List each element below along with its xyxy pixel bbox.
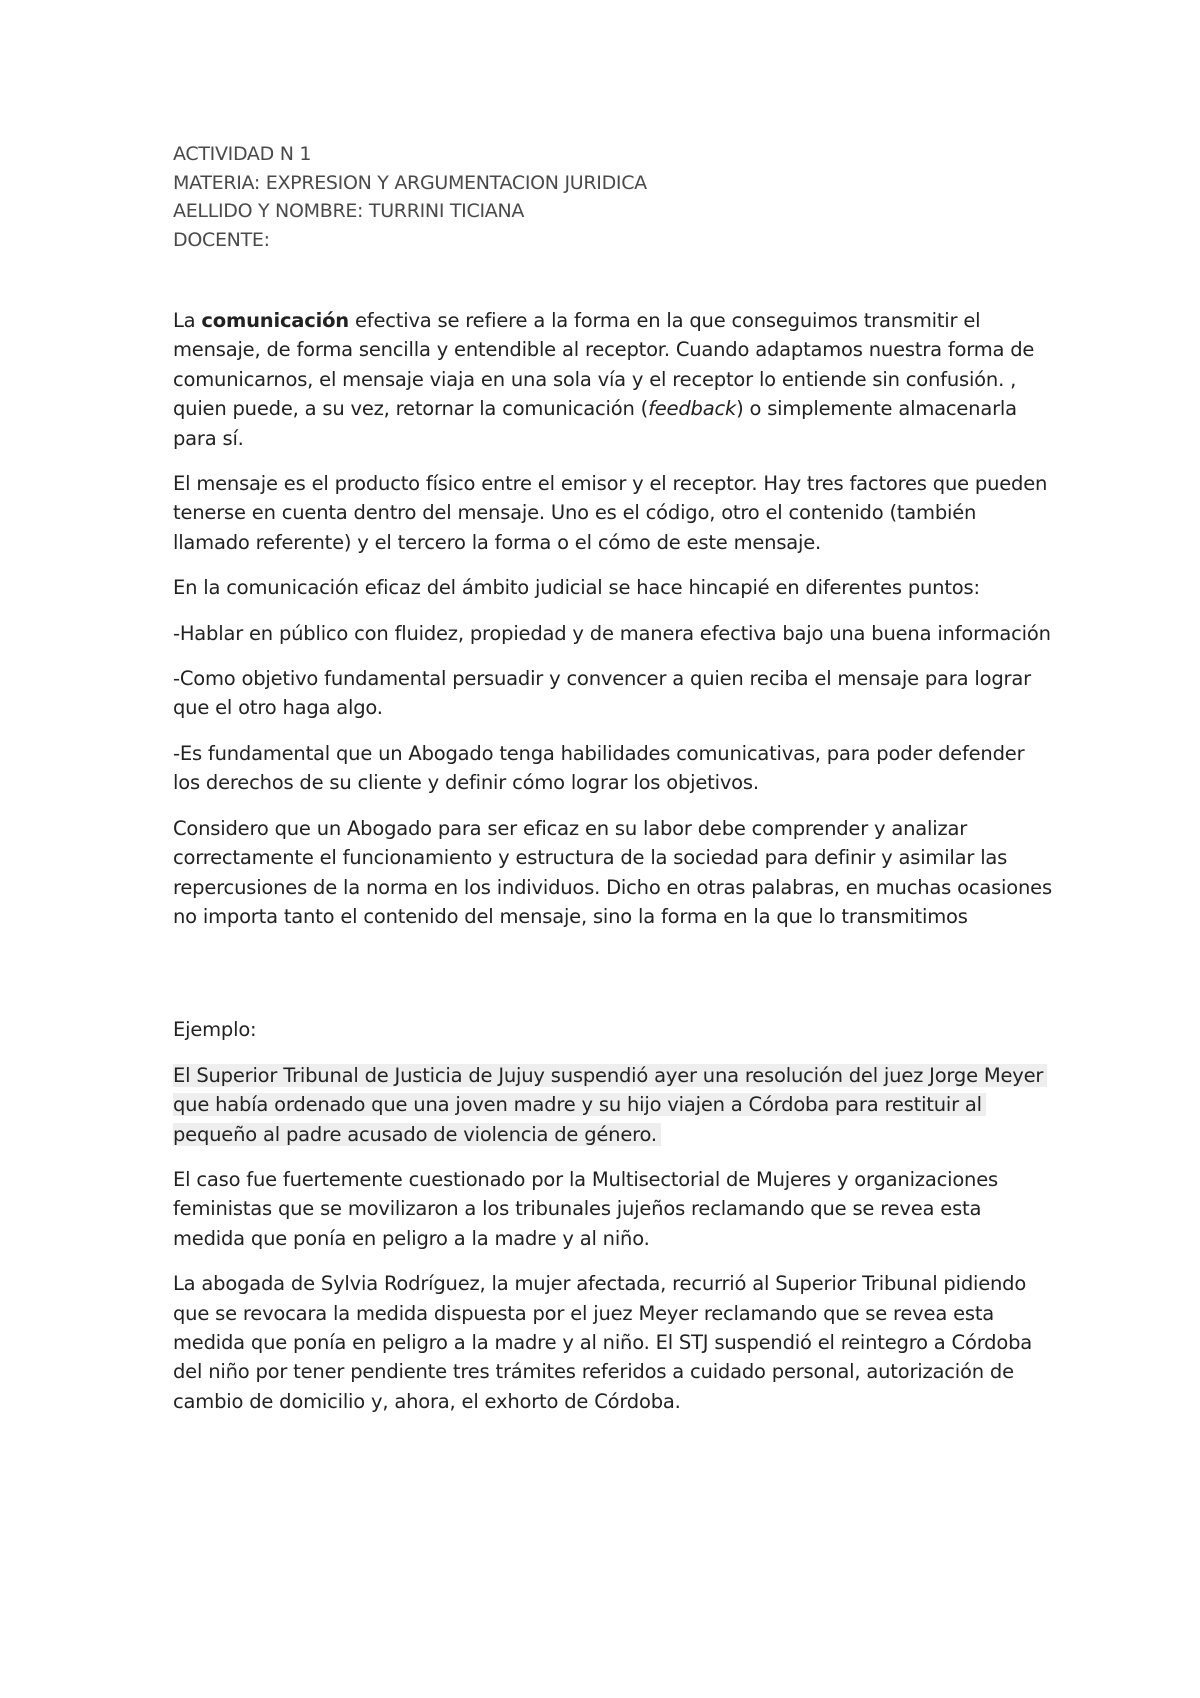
paragraph-conclusion: Considero que un Abogado para ser eficaz en su labor debe comprender y analizar correctamente el funcionamiento y estructura de la sociedad para definir y asimilar las repercusiones de la norma en los individuos. Dicho en otras palabras, en muchas ocasiones no importa tanto el contenido del mensaje, sino la forma en la que lo transmitimos xyxy=(173,816,1052,928)
paragraph-case: El caso fue fuertemente cuestionado por la Multisectorial de Mujeres y organizaciones feministas que se movilizaron a los tribunales jujeños reclamando que se revea esta medida que ponía en peligro a la madre y al niño. xyxy=(173,1167,998,1250)
bold-term: comunicación xyxy=(201,309,349,332)
highlighted-text: El Superior Tribunal de Justicia de Jujuy suspendió ayer una resolución del juez Jorge Meyer que había ordenado que una joven madre y su hijo viajen a Córdoba para restituir al pequeño al padre acusado de violencia de género. xyxy=(173,1064,1047,1146)
activity-title: ACTIVIDAD N 1 xyxy=(173,143,312,165)
list-item-skills: -Es fundamental que un Abogado tenga habilidades comunicativas, para poder defender los derechos de su cliente y definir cómo lograr los objetivos. xyxy=(173,741,1025,795)
paragraph-text: ) o simplemente almacenarla para sí. xyxy=(173,397,1017,450)
teacher-line: DOCENTE: xyxy=(173,228,270,251)
document-header xyxy=(173,140,1053,254)
paragraph-communication xyxy=(173,306,1053,453)
paragraph-text: La xyxy=(173,309,202,332)
paragraph-lawyer: La abogada de Sylvia Rodríguez, la mujer afectada, recurrió al Superior Tribunal pidiendo que se revocara la medida dispuesta por el juez Meyer reclamando que se revea esta medida que ponía en peligro a la madre y al niño. El STJ suspendió el reintegro a Córdoba del niño por tener pendiente tres trámites referidos a cuidado personal, autorización de cambio de domicilio y, ahora, el exhorto de Córdoba. xyxy=(173,1272,1033,1413)
list-item-persuade: -Como objetivo fundamental persuadir y convencer a quien reciba el mensaje para lograr que el otro haga algo. xyxy=(173,667,1031,720)
blank-space xyxy=(173,947,1053,1015)
list-item-public-speaking: -Hablar en público con fluidez, propiedad y de manera efectiva bajo una buena información xyxy=(173,621,1051,645)
paragraph-example-highlight xyxy=(173,1061,1053,1149)
example-heading: Ejemplo: xyxy=(173,1018,257,1042)
document-body xyxy=(173,306,1053,1416)
paragraph-message: El mensaje es el producto físico entre el emisor y el receptor. Hay tres factores que pueden tenerse en cuenta dentro del mensaje. Uno es el código, otro el contenido (también llamado referente) y el tercero la forma o el cómo de este mensaje. xyxy=(173,472,1048,554)
paragraph-text: efectiva se refiere a la forma en la que conseguimos transmitir el mensaje, de forma sencilla y entendible al receptor. Cuando adaptamos nuestra forma de comunicarnos, el mensaje viaja en una sola vía y el receptor lo entiende sin confusión. , quien puede, a su vez, retornar la comunicación ( xyxy=(173,309,1035,421)
document-page xyxy=(173,140,1053,1432)
student-name-line: AELLIDO Y NOMBRE: TURRINI TICIANA xyxy=(173,200,525,222)
subject-line: MATERIA: EXPRESION Y ARGUMENTACION JURIDICA xyxy=(173,171,647,194)
italic-term: feedback xyxy=(648,397,737,421)
paragraph-judicial-points: En la comunicación eficaz del ámbito judicial se hace hincapié en diferentes puntos: xyxy=(173,576,980,600)
